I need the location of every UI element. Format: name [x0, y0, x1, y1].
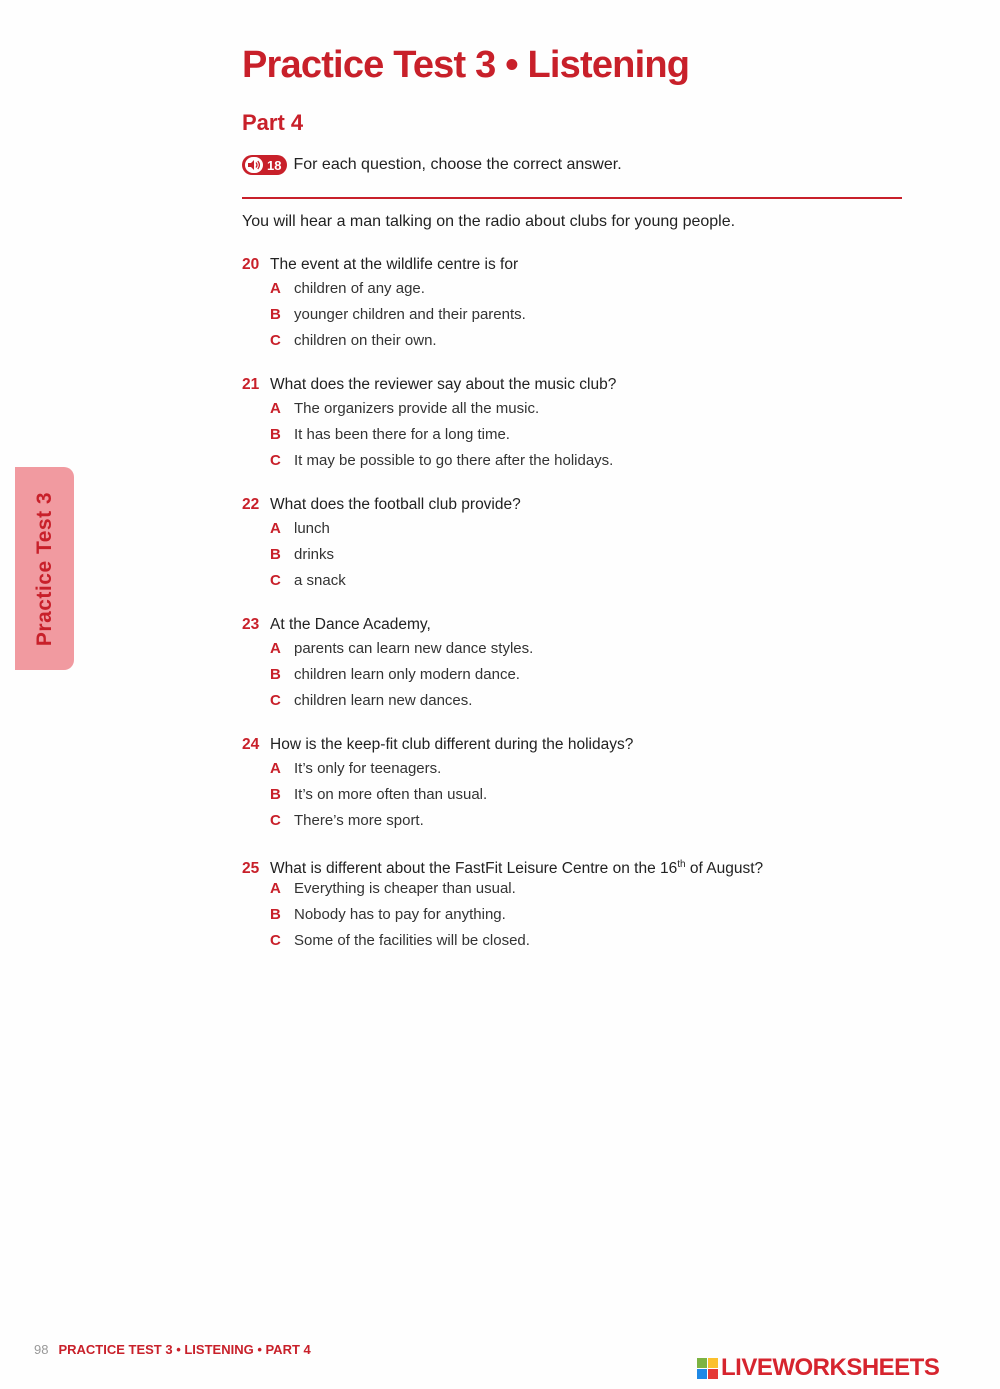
- question-list: [242, 254, 902, 974]
- question-number: 22: [242, 496, 260, 513]
- page-number: 98: [34, 1342, 49, 1357]
- option-c[interactable]: C children learn new dances.: [270, 692, 473, 709]
- question-stem: The event at the wildlife centre is for: [270, 256, 519, 273]
- instruction-text: For each question, choose the correct answer.: [293, 156, 622, 173]
- option-c[interactable]: C Some of the facilities will be closed.: [270, 932, 530, 949]
- option-c[interactable]: C children on their own.: [270, 332, 437, 349]
- question-stem: How is the keep-fit club different during the holidays?: [270, 736, 634, 753]
- intro-text: You will hear a man talking on the radio about clubs for young people.: [242, 213, 736, 230]
- option-a[interactable]: A It’s only for teenagers.: [270, 760, 442, 777]
- option-c[interactable]: C It may be possible to go there after the holidays.: [270, 452, 614, 469]
- option-a[interactable]: A lunch: [270, 520, 330, 537]
- liveworksheets-logo-icon: [697, 1358, 718, 1379]
- brand-text: LIVEWORKSHEETS: [721, 1354, 940, 1381]
- question-stem: What does the reviewer say about the music club?: [270, 376, 617, 393]
- question-stem: What is different about the FastFit Leisure Centre on the 16th of August?: [270, 859, 764, 878]
- part-heading: Part 4: [242, 110, 304, 135]
- question-24: [242, 734, 902, 834]
- option-c[interactable]: C There’s more sport.: [270, 812, 424, 829]
- question-number: 25: [242, 860, 260, 878]
- question-number: 21: [242, 376, 260, 393]
- question-22: [242, 494, 902, 594]
- instruction-line: [242, 155, 622, 175]
- option-b[interactable]: B drinks: [270, 546, 335, 563]
- divider-rule: [242, 197, 902, 199]
- option-a[interactable]: A Everything is cheaper than usual.: [270, 880, 516, 897]
- option-b[interactable]: B younger children and their parents.: [270, 306, 526, 323]
- option-a[interactable]: A children of any age.: [270, 280, 425, 297]
- question-number: 20: [242, 256, 260, 273]
- audio-track-badge[interactable]: [242, 155, 287, 175]
- question-25: [242, 854, 902, 954]
- side-tab-label: Practice Test 3: [32, 491, 56, 646]
- question-21: [242, 374, 902, 474]
- footer-text: PRACTICE TEST 3 • LISTENING • PART 4: [58, 1342, 311, 1357]
- question-23: [242, 614, 902, 714]
- liveworksheets-brand[interactable]: [697, 1354, 939, 1382]
- option-a[interactable]: A parents can learn new dance styles.: [270, 640, 534, 657]
- option-b[interactable]: B Nobody has to pay for anything.: [270, 906, 506, 923]
- page-title: Practice Test 3 • Listening: [242, 44, 690, 86]
- question-stem: At the Dance Academy,: [270, 616, 431, 633]
- option-b[interactable]: B It has been there for a long time.: [270, 426, 510, 443]
- option-b[interactable]: B It’s on more often than usual.: [270, 786, 488, 803]
- option-b[interactable]: B children learn only modern dance.: [270, 666, 520, 683]
- speaker-icon: [245, 157, 263, 173]
- option-a[interactable]: A The organizers provide all the music.: [270, 400, 540, 417]
- question-20: [242, 254, 902, 354]
- question-number: 24: [242, 736, 260, 753]
- page-footer: [34, 1342, 311, 1357]
- side-tab: [15, 467, 74, 670]
- question-stem: What does the football club provide?: [270, 496, 521, 513]
- audio-track-number: 18: [267, 157, 282, 173]
- question-number: 23: [242, 616, 260, 633]
- option-c[interactable]: C a snack: [270, 572, 346, 589]
